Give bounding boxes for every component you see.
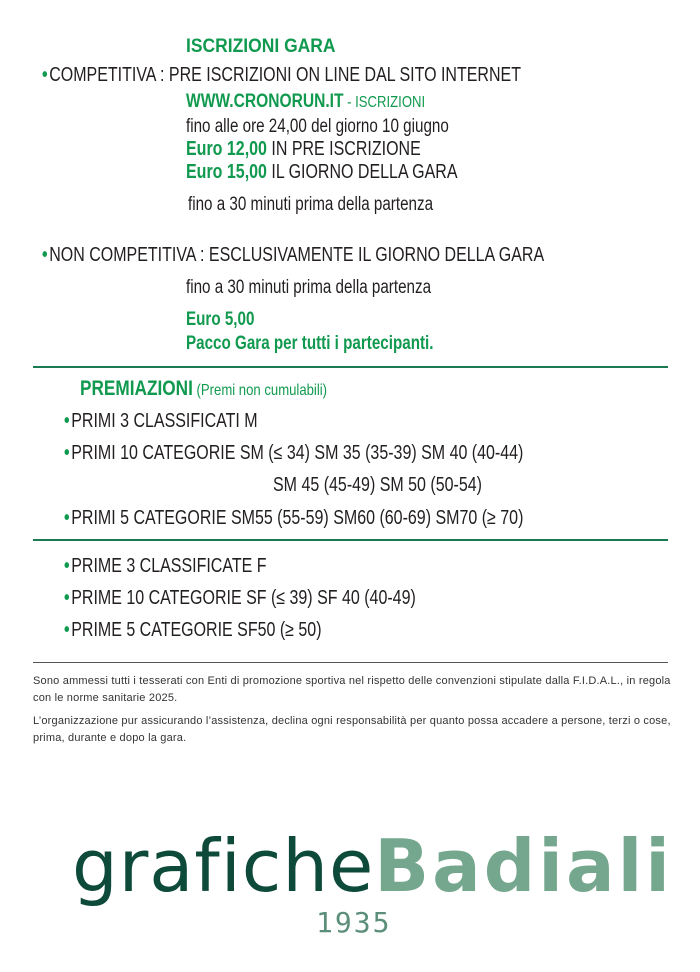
price-day-line <box>186 161 525 184</box>
bullet-icon: • <box>64 555 70 577</box>
bullet-icon: • <box>64 587 70 609</box>
price-non-competitiva: Euro 5,00 <box>186 309 255 330</box>
logo-part-2: Badiali <box>374 824 673 908</box>
legal-paragraph-2: L’organizzazione pur assicurando l’assistenza, declina ogni responsabilità per quanto possa accadere a persone, terzi o cose, prima, durante e dopo la gara. <box>33 715 671 744</box>
divider <box>33 366 668 368</box>
divider <box>33 539 668 541</box>
premio-item: •PRIME 10 CATEGORIE SF (≤ 39) SF 40 (40-49) <box>64 587 416 609</box>
site-suffix: - ISCRIZIONI <box>343 94 426 111</box>
bullet-icon: • <box>64 507 70 529</box>
premiazioni-subtitle: (Premi non cumulabili) <box>192 382 328 399</box>
bullet-icon: • <box>42 64 48 86</box>
premio-item-continuation: SM 45 (45-49) SM 50 (50-54) <box>273 474 482 496</box>
premio-item: •PRIME 3 CLASSIFICATE F <box>64 555 267 577</box>
premio-item: •PRIME 5 CATEGORIE SF50 (≥ 50) <box>64 619 322 641</box>
bullet-icon: • <box>64 619 70 641</box>
price-pre-line <box>186 138 479 161</box>
premio-item: •PRIMI 5 CATEGORIE SM55 (55-59) SM60 (60-69) SM70 (≥ 70) <box>64 507 524 529</box>
iscrizioni-title: ISCRIZIONI GARA <box>186 36 336 57</box>
premiazioni-title: PREMIAZIONI <box>80 377 193 400</box>
bullet-icon: • <box>64 442 70 464</box>
premiazioni-header <box>80 377 381 401</box>
pacco-gara: Pacco Gara per tutti i partecipanti. <box>186 333 434 354</box>
logo-part-1: grafiche <box>72 824 375 908</box>
non-competitiva-label: NON COMPETITIVA : ESCLUSIVAMENTE IL GIORNO DELLA GARA <box>49 244 545 266</box>
bullet-icon: • <box>64 410 70 432</box>
premio-item: •PRIMI 3 CLASSIFICATI M <box>64 410 258 432</box>
site-line <box>186 91 478 113</box>
competitiva-note: fino a 30 minuti prima della partenza <box>188 194 434 215</box>
non-competitiva-note: fino a 30 minuti prima della partenza <box>186 277 432 298</box>
premio-item: •PRIMI 10 CATEGORIE SM (≤ 34) SM 35 (35-39) SM 40 (40-44) <box>64 442 524 464</box>
grafiche-badiali-logo <box>72 826 673 907</box>
price-day: Euro 15,00 <box>186 161 267 183</box>
logo-year: 1935 <box>316 906 392 939</box>
divider-thin <box>33 662 668 663</box>
price-pre: Euro 12,00 <box>186 138 267 160</box>
legal-paragraph-1: Sono ammessi tutti i tesserati con Enti di promozione sportiva nel rispetto delle convenzioni stipulate dalla F.I.D.A.L., in regola con le norme sanitarie 2025. <box>33 675 671 704</box>
non-competitiva-line <box>42 244 670 267</box>
price-pre-text: IN PRE ISCRIZIONE <box>266 138 421 160</box>
competitiva-label: COMPETITIVA : PRE ISCRIZIONI ON LINE DAL SITO INTERNET <box>49 64 521 86</box>
competitiva-line <box>42 64 641 87</box>
site-link[interactable]: WWW.CRONORUN.IT <box>186 91 344 112</box>
bullet-icon: • <box>42 244 48 266</box>
price-day-text: IL GIORNO DELLA GARA <box>266 161 458 183</box>
deadline-text: fino alle ore 24,00 del giorno 10 giugno <box>186 116 449 137</box>
